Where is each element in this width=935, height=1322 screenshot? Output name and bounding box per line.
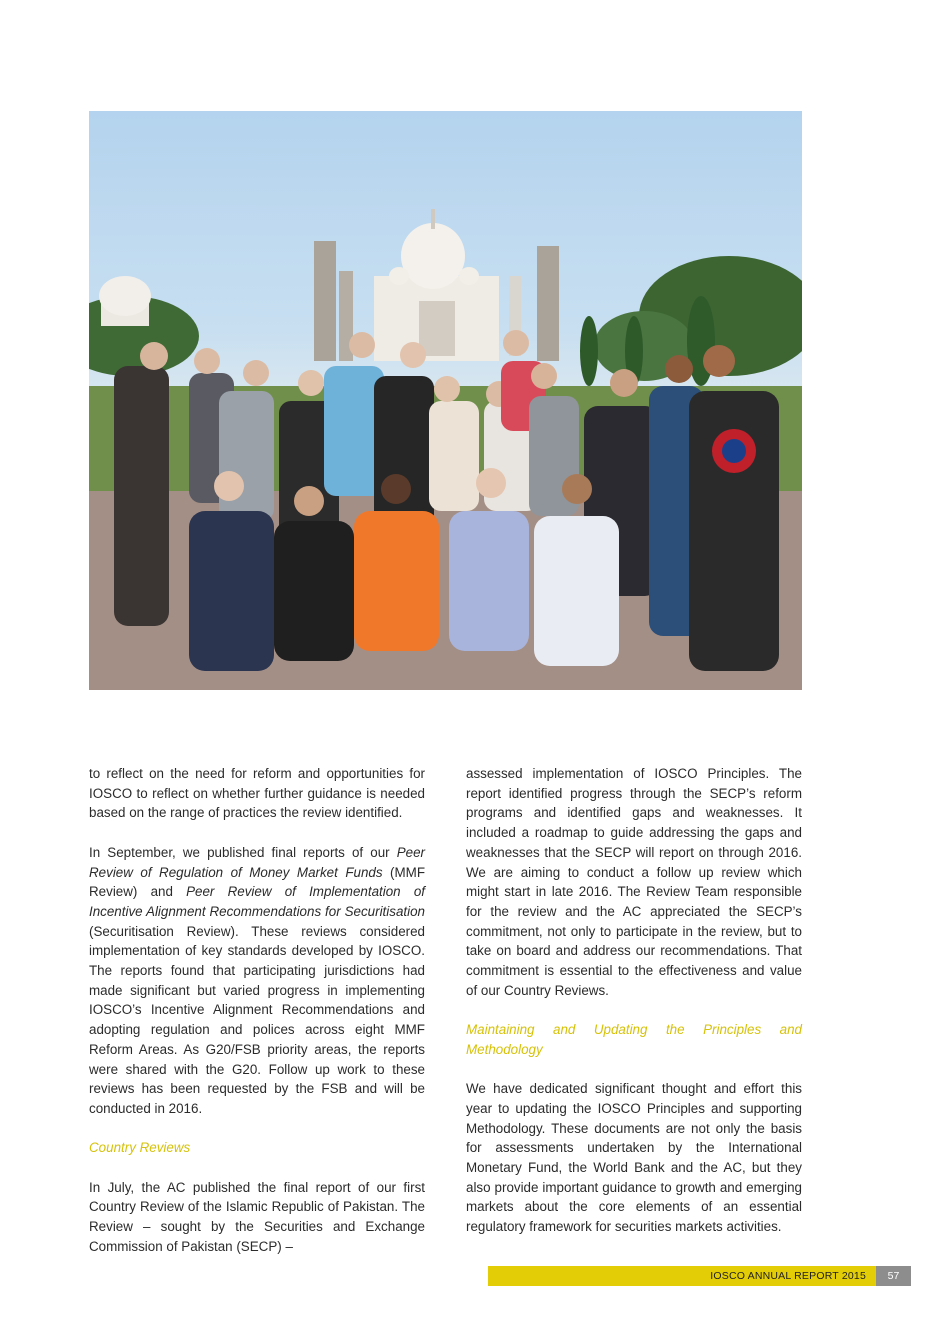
right-column [466,764,802,1257]
left-p2-text-c: (Securitisation Review). These reviews considered implementation of key standards developed by IOSCO. The reports found that participating jurisdictions had made significant but varied progress in implementing IOSCO’s Incentive Alignment Recommendations and adopting regulation and polices across eight MMF Reform Areas. As G20/FSB priority areas, the reports were shared with the G20. Follow up work to these reviews has been requested by the FSB and will be conducted in 2016. [89,923,425,1116]
left-p2-text-a: In September, we published final reports of our [89,844,397,860]
left-paragraph-2 [89,843,425,1119]
photo-illustration [89,111,802,690]
right-paragraph-2: We have dedicated significant thought and effort this year to updating the IOSCO Principles and supporting Methodology. These documents are not only the basis for assessments undertaken by the International Monetary Fund, the World Bank and the AC, but they also provide important guidance to growth and emerging markets about the core elements of an essential regulatory framework for securities markets activities. [466,1081,802,1235]
page-number: 57 [876,1266,911,1286]
left-p2-italic-title-2: Peer Review of Implementation of Incentive Alignment Recommendations for Securitisation [89,884,425,919]
principles-methodology-heading: Maintaining and Updating the Principles and Methodology [466,1022,802,1057]
left-paragraph-3: In July, the AC published the final report of our first Country Review of the Islamic Republic of Pakistan. The Review – sought by the Securities and Exchange Commission of Pakistan (SECP) – [89,1179,425,1254]
footer-bar [488,1266,876,1286]
country-reviews-heading: Country Reviews [89,1140,191,1156]
group-photo [89,111,802,690]
left-p2-italic-title-1: Peer Review of Regulation of Money Market Funds [89,844,425,880]
right-paragraph-1: assessed implementation of IOSCO Principles. The report identified progress through the SECP’s reform programs and identified gaps and weaknesses. It included a roadmap to guide addressing the gaps and weaknesses that the SECP will report on through 2016. We are aiming to conduct a follow up review which might start in late 2016. The Review Team responsible for the review and the AC appreciated the SECP’s commitment, not only to participate in the review, but to take on board and address our recommendations. That commitment is essential to the effectiveness and value of our Country Reviews. [466,766,802,998]
left-column [89,764,425,1276]
left-p2-text-b: (MMF Review) and [89,864,426,900]
report-title: IOSCO ANNUAL REPORT 2015 [710,1270,866,1282]
left-paragraph-1: to reflect on the need for reform and opportunities for IOSCO to reflect on whether further guidance is needed based on the range of practices the review identified. [89,766,425,821]
